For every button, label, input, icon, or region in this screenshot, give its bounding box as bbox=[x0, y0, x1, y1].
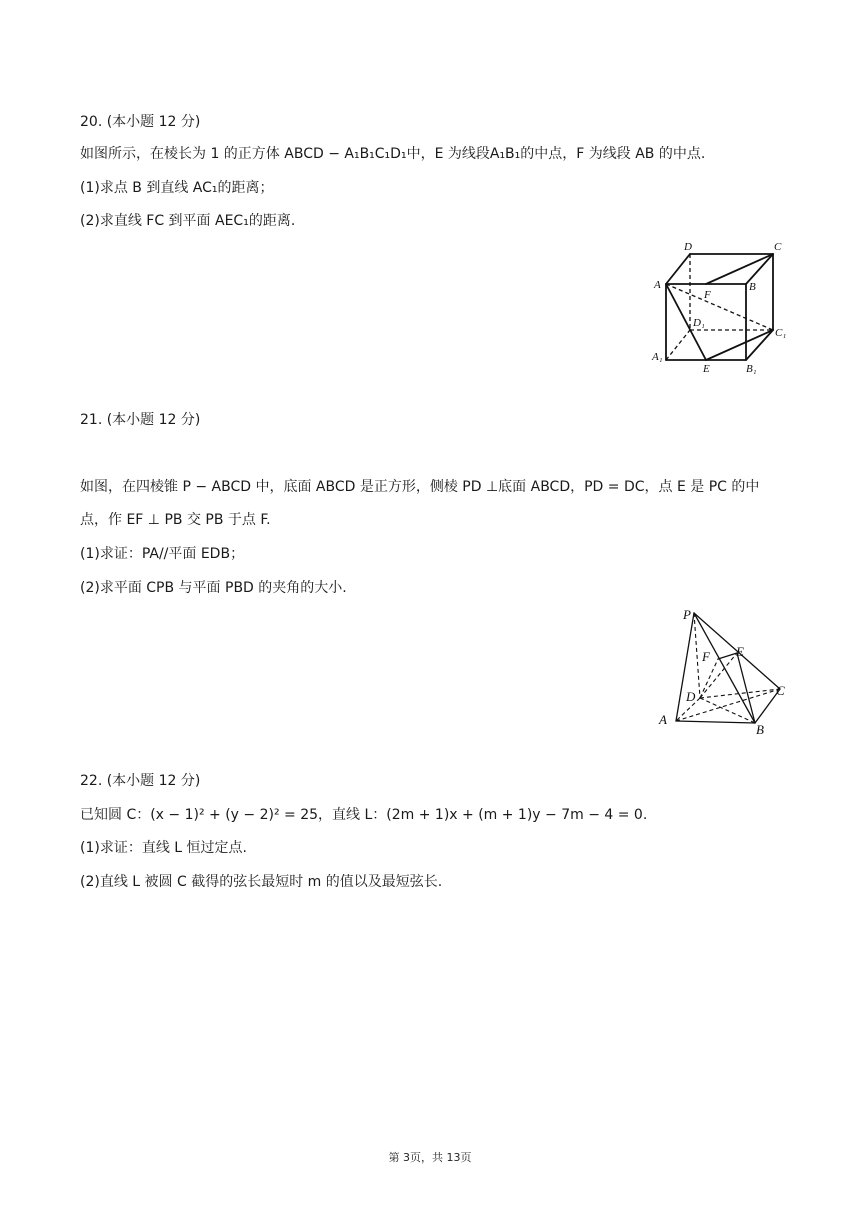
q21-part1: (1)求证：PA//平面 EDB； bbox=[80, 546, 245, 562]
label-C: C bbox=[774, 241, 782, 253]
q21-stem-line1: 如图，在四棱锥 P − ABCD 中，底面 ABCD 是正方形，侧棱 PD ⊥底面 ABCD，PD = DC，点 E 是 PC 的中 bbox=[80, 479, 760, 495]
label-A: A bbox=[654, 279, 661, 291]
label-E: E bbox=[736, 644, 744, 659]
segment-EC1 bbox=[706, 330, 773, 360]
edge-BC bbox=[746, 254, 773, 284]
label-A: A bbox=[659, 712, 667, 727]
label-E: E bbox=[703, 363, 710, 375]
label-B1: B₁ bbox=[746, 363, 757, 375]
segment-FE bbox=[718, 653, 737, 659]
label-D: D bbox=[686, 689, 696, 704]
edge-AB bbox=[676, 721, 755, 723]
segment-FC bbox=[706, 254, 773, 284]
label-D1: D₁ bbox=[693, 317, 705, 329]
q22-header: 22. (本小题 12 分) bbox=[80, 773, 201, 789]
label-B: B bbox=[756, 722, 764, 737]
pyramid-figure bbox=[652, 603, 802, 739]
q22-stem: 已知圆 C：(x − 1)² + (y − 2)² = 25，直线 L：(2m + 1)x + (m + 1)y − 7m − 4 = 0. bbox=[80, 807, 648, 823]
segment-AC1 bbox=[666, 284, 773, 330]
label-D: D bbox=[684, 241, 692, 253]
q22-part2: (2)直线 L 被圆 C 截得的弦长最短时 m 的值以及最短弦长. bbox=[80, 874, 443, 890]
label-F: F bbox=[702, 649, 710, 664]
page-footer: 第 3页，共 13页 bbox=[388, 1151, 472, 1164]
q22-part1: (1)求证：直线 L 恒过定点. bbox=[80, 840, 247, 856]
edge-AD bbox=[666, 254, 690, 284]
q20-part2: (2)求直线 FC 到平面 AEC₁的距离. bbox=[80, 213, 296, 229]
label-B: B bbox=[749, 281, 756, 293]
q21-stem-line2: 点，作 EF ⊥ PB 交 PB 于点 F. bbox=[80, 512, 271, 528]
label-F: F bbox=[704, 289, 711, 301]
q20-stem: 如图所示，在棱长为 1 的正方体 ABCD − A₁B₁C₁D₁中，E 为线段A₁B₁的中点，F 为线段 AB 的中点. bbox=[80, 146, 706, 162]
label-A1: A₁ bbox=[652, 351, 663, 363]
q20-part1: (1)求点 B 到直线 AC₁的距离； bbox=[80, 180, 274, 196]
q20-header: 20. (本小题 12 分) bbox=[80, 114, 201, 130]
label-C: C bbox=[776, 683, 785, 698]
label-C1: C₁ bbox=[775, 327, 787, 339]
edge-PD bbox=[694, 613, 700, 698]
q21-part2: (2)求平面 CPB 与平面 PBD 的夹角的大小. bbox=[80, 580, 347, 596]
edge-PA bbox=[676, 613, 694, 721]
segment-DF bbox=[700, 659, 718, 698]
q21-header: 21. (本小题 12 分) bbox=[80, 412, 201, 428]
segment-EB bbox=[737, 653, 755, 723]
segment-DB bbox=[700, 698, 755, 723]
cube-figure bbox=[648, 238, 796, 376]
edge-A1D1 bbox=[666, 330, 690, 360]
label-P: P bbox=[683, 607, 691, 622]
edge-B1C1 bbox=[746, 330, 773, 360]
